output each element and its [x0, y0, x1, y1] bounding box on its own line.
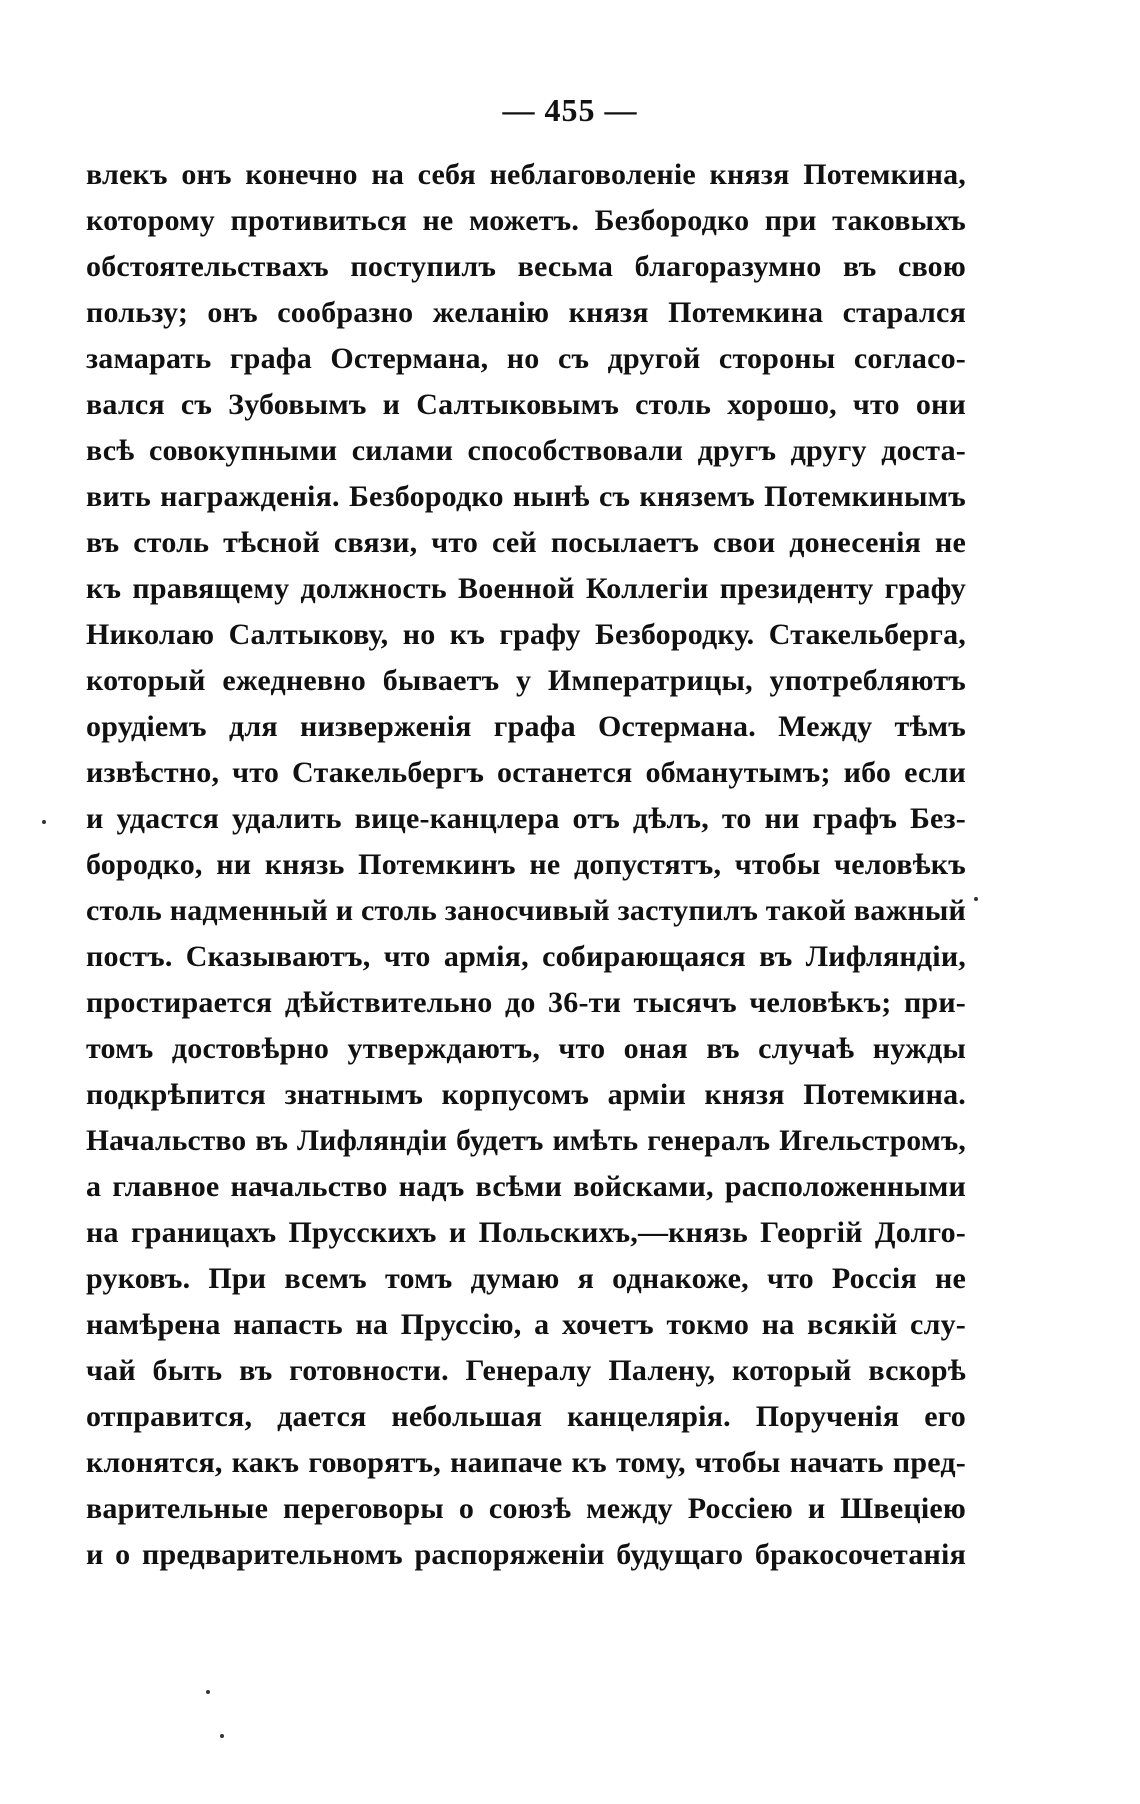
scan-speck [42, 820, 46, 824]
text-line: вить награжденія. Безбородко нынѣ съ княземъ Потемкинымъ [86, 480, 966, 513]
text-line: руковъ. При всемъ томъ думаю я однакоже, что Россія не [86, 1262, 966, 1295]
text-line: бородко, ни князь Потемкинъ не допустятъ, чтобы человѣкъ [86, 848, 966, 881]
text-line: пользу; онъ сообразно желанію князя Потемкина старался [86, 296, 966, 329]
text-line: простирается дѣйствительно до 36-ти тысячъ человѣкъ; при- [86, 986, 966, 1019]
text-line: вался съ Зубовымъ и Салтыковымъ столь хорошо, что они [86, 388, 966, 421]
text-line: отправится, дается небольшая канцелярія. Порученія его [86, 1400, 966, 1433]
text-line: томъ достовѣрно утверждаютъ, что оная въ случаѣ нужды [86, 1032, 966, 1065]
text-line: а главное начальство надъ всѣми войсками, расположенными [86, 1170, 966, 1203]
text-line: клонятся, какъ говорятъ, наипаче къ тому, чтобы начать пред- [86, 1446, 966, 1479]
scan-speck [974, 897, 978, 901]
text-line: замарать графа Остермана, но съ другой стороны согласо- [86, 342, 966, 375]
text-line: къ правящему должность Военной Коллегіи президенту графу [86, 572, 966, 605]
text-line: обстоятельствахъ поступилъ весьма благоразумно въ свою [86, 250, 966, 283]
text-line: который ежедневно бываетъ у Императрицы, употребляютъ [86, 664, 966, 697]
scan-speck [220, 1734, 224, 1738]
page-number: — 455 — [502, 92, 638, 128]
text-line: намѣрена напасть на Пруссію, а хочетъ токмо на всякій слу- [86, 1308, 966, 1341]
text-line: всѣ совокупными силами способствовали другъ другу доста- [86, 434, 966, 467]
text-line: варительные переговоры о союзѣ между Россіею и Швеціею [86, 1492, 966, 1525]
text-line: и о предварительномъ распоряженіи будущаго бракосочетанія [86, 1538, 966, 1571]
text-line: подкрѣпится знатнымъ корпусомъ арміи князя Потемкина. [86, 1078, 966, 1111]
text-line: и удастся удалить вице-канцлера отъ дѣлъ, то ни графъ Без- [86, 802, 966, 835]
text-line: которому противиться не можетъ. Безбородко при таковыхъ [86, 204, 966, 237]
text-line: Николаю Салтыкову, но къ графу Безбородку. Стакельберга, [86, 618, 966, 651]
text-line: Начальство въ Лифляндіи будетъ имѣть генералъ Игельстромъ, [86, 1125, 966, 1157]
text-line: на границахъ Прусскихъ и Польскихъ,—князь Георгій Долго- [86, 1216, 966, 1249]
text-line: столь надменный и столь заносчивый заступилъ такой важный [86, 894, 966, 927]
scan-speck [206, 1690, 210, 1694]
text-line: извѣстно, что Стакельбергъ останется обманутымъ; ибо если [86, 756, 966, 789]
text-line: орудіемъ для низверженія графа Остермана. Между тѣмъ [86, 710, 966, 743]
text-line: влекъ онъ конечно на себя неблаговоленіе князя Потемкина, [86, 158, 966, 191]
text-line: въ столь тѣсной связи, что сей посылаетъ свои донесенія не [86, 526, 966, 559]
body-text [86, 152, 966, 1578]
text-line: постъ. Сказываютъ, что армія, собирающаяся въ Лифляндіи, [86, 940, 966, 973]
text-line: чай быть въ готовности. Генералу Палену, который вскорѣ [86, 1354, 966, 1387]
